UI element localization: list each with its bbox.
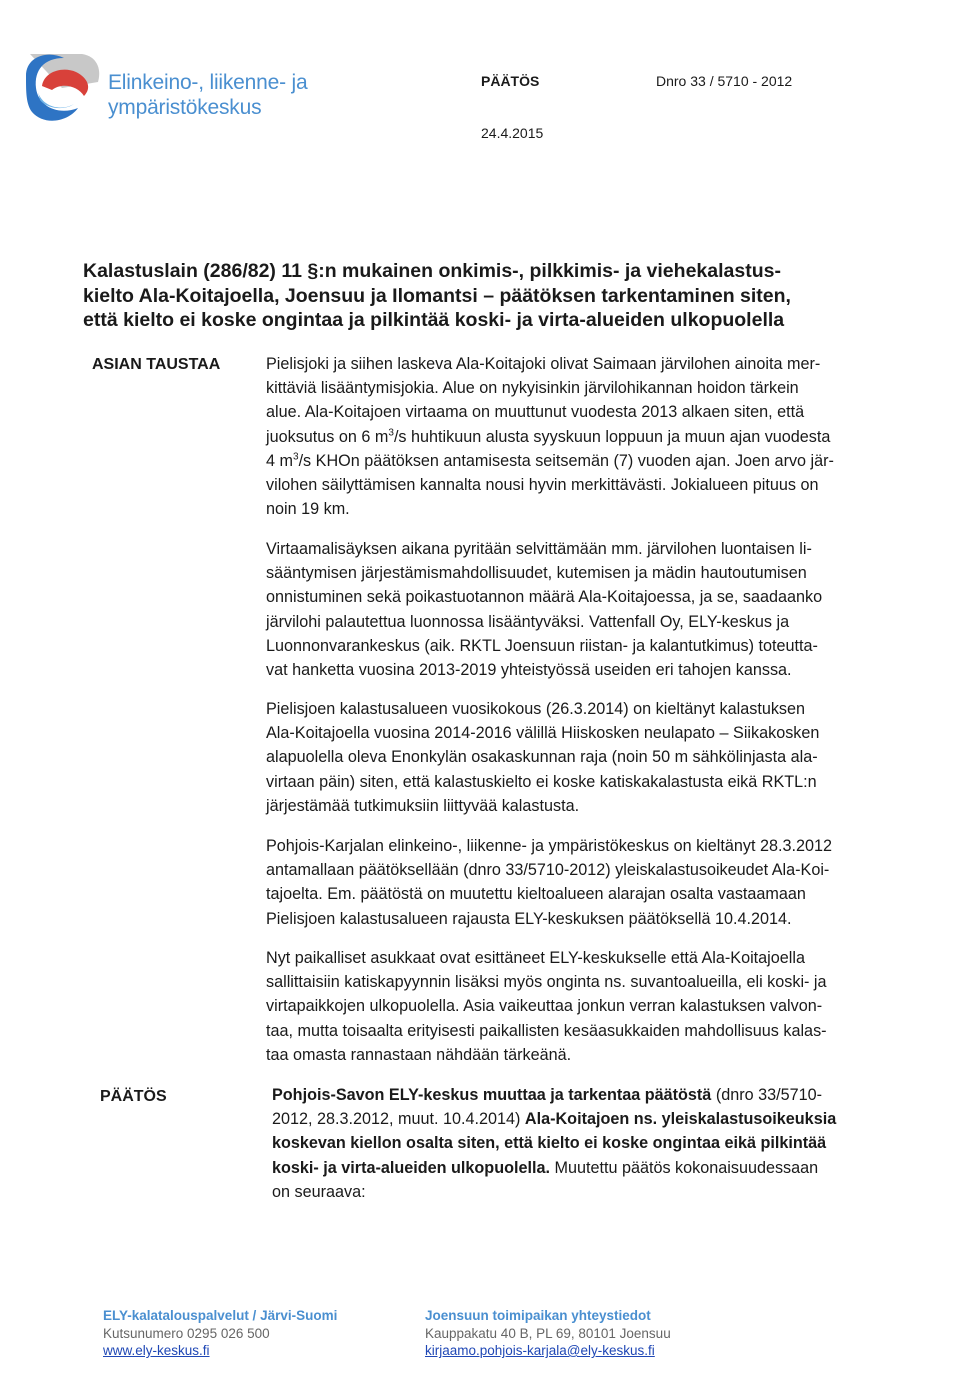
text-line: Luonnonvarankeskus (aik. RKTL Joensuun riistan- ja kalantutkimus) toteutta-	[266, 636, 818, 655]
superscript: 3	[388, 427, 394, 439]
text-line: Pielisjoen kalastusalueen rajausta ELY-keskuksen päätöksellä 10.4.2014.	[266, 909, 792, 928]
text-line: sallittaisiin katiskapyynnin lisäksi myös onginta ns. suvantoalueilla, eli koski- ja	[266, 973, 827, 992]
text-line: järjestämää tutkimuksiin liittyvää kalastusta.	[266, 796, 580, 815]
organization-name-line1: Elinkeino-, liikenne- ja	[108, 71, 308, 94]
superscript: 3	[293, 451, 299, 463]
text-segment: 4 m	[266, 451, 293, 470]
section-label-decision: PÄÄTÖS	[100, 1088, 167, 1105]
text-line: Nyt paikalliset asukkaat ovat esittäneet ELY-keskukselle että Ala-Koitajoella	[266, 949, 805, 967]
text-segment: /s KHOn päätöksen antamisesta seitsemän (7) vuoden ajan. Joen arvo jär-	[298, 451, 834, 470]
text-line: antamallaan päätöksellään (dnro 33/5710-2012) yleiskalastusoikeudet Ala-Koi-	[266, 861, 830, 880]
text-line: tajoelta. Em. päätöstä on muutettu kieltoalueen alarajan osalta vastaamaan	[266, 885, 806, 904]
text-line: virtaan päin) siten, että kalastuskielto ei koske katiskakalastusta eikä RKTL:n	[266, 772, 817, 791]
bold-text: Pohjois-Savon ELY-keskus muuttaa ja tarkentaa päätöstä	[272, 1086, 712, 1104]
footer-phone: Kutsunumero 0295 026 500	[103, 1325, 270, 1341]
background-paragraph-5	[266, 946, 906, 1067]
decision-paragraph	[272, 1083, 912, 1204]
text-line: Virtaamalisäyksen aikana pyritään selvittämään mm. järvilohen luontaisen li-	[266, 540, 812, 558]
text-line: alue. Ala-Koitajoen virtaama on muuttunut vuodesta 2013 alkaen siten, että	[266, 403, 805, 422]
title-line: että kielto ei koske ongintaa ja pilkintää koski- ja virta-alueiden ulkopuolella	[83, 309, 785, 331]
document-type: PÄÄTÖS	[481, 73, 540, 89]
text-line: sääntymisen järjestämismahdollisuudet, kutemisen ja mädin hautoutumisen	[266, 564, 807, 583]
title-line: kielto Ala-Koitajoella, Joensuu ja Ilomantsi – päätöksen tarkentaminen siten,	[83, 284, 791, 307]
text-line	[266, 425, 906, 449]
text-line	[272, 1156, 912, 1180]
background-paragraph-4	[266, 834, 906, 931]
text-line	[266, 449, 906, 473]
text-line: Pohjois-Karjalan elinkeino-, liikenne- ja ympäristökeskus on kieltänyt 28.3.2012	[266, 837, 832, 855]
text-line: on seuraava:	[272, 1182, 366, 1201]
text-line	[272, 1131, 912, 1155]
bold-text: Ala-Koitajoen ns. yleiskalastusoikeuksia	[524, 1110, 837, 1129]
text-line: virtapaikkojen ulkopuolella. Asia vaikeuttaa jonkun verran kalastuksen valvon-	[266, 997, 823, 1016]
website-link[interactable]: www.ely-keskus.fi	[103, 1343, 210, 1358]
text-line: vat hanketta vuosina 2013-2019 yhteistyössä useiden eri tahojen kanssa.	[266, 661, 792, 680]
footer-left	[103, 1307, 337, 1360]
text-line: taa omasta rannastaan nähdään tärkeänä.	[266, 1045, 572, 1064]
bold-text: koski- ja virta-alueiden ulkopuolella.	[272, 1158, 550, 1177]
organization-name	[108, 70, 307, 120]
text-line: vilohen säilyttämisen kannalta nousi hyvin merkittävästi. Jokialueen pituus on	[266, 476, 819, 495]
text-segment: Muutettu päätös kokonaisuudessaan	[549, 1158, 819, 1177]
text-segment: /s huhtikuun alusta syyskuun loppuun ja muun ajan vuodesta	[393, 427, 831, 446]
email-link[interactable]: kirjaamo.pohjois-karjala@ely-keskus.fi	[425, 1343, 655, 1358]
organization-name-line2: ympäristökeskus	[108, 96, 262, 119]
text-line: Pielisjoki ja siihen laskeva Ala-Koitajoki olivat Saimaan järvilohen ainoita mer-	[266, 355, 821, 373]
text-line: kittäviä lisääntymisjokia. Alue on nykyisinkin järvilohikannan hoidon tärkein	[266, 379, 799, 398]
footer-left-heading: ELY-kalatalouspalvelut / Järvi-Suomi	[103, 1308, 338, 1323]
footer-address: Kauppakatu 40 B, PL 69, 80101 Joensuu	[425, 1325, 671, 1341]
bold-text: koskevan kiellon osalta siten, että kielto ei koske ongintaa eikä pilkintää	[272, 1134, 827, 1153]
text-line: Pielisjoen kalastusalueen vuosikokous (26.3.2014) on kieltänyt kalastuksen	[266, 700, 806, 718]
document-date: 24.4.2015	[481, 125, 544, 141]
document-number: Dnro 33 / 5710 - 2012	[656, 73, 793, 89]
text-line: taa, mutta toisaalta erityisesti paikallisten kesäasukkaiden mahdollisuus kalas-	[266, 1021, 827, 1040]
text-line: järvilohi palautettua luonnossa lisääntyväksi. Vattenfall Oy, ELY-keskus ja	[266, 612, 790, 631]
section-label-background: ASIAN TAUSTAA	[92, 356, 221, 373]
text-line: noin 19 km.	[266, 500, 350, 519]
background-paragraph-3	[266, 697, 906, 818]
footer-right-heading: Joensuun toimipaikan yhteystiedot	[425, 1308, 651, 1323]
text-segment: juoksutus on 6 m	[266, 427, 389, 446]
document-title	[83, 259, 903, 333]
text-line: alapuolella oleva Enonkylän osakaskunnan raja (noin 50 m sähkölinjasta ala-	[266, 748, 818, 767]
text-line: Ala-Koitajoella vuosina 2014-2016 välillä Hiiskosken neulapato – Siikakosken	[266, 724, 820, 743]
text-segment: 2012, 28.3.2012, muut. 10.4.2014)	[272, 1110, 525, 1129]
text-line: onnistuminen sekä poikastuotannon määrä Ala-Koitajoessa, ja se, saadaanko	[266, 588, 823, 607]
text-line	[272, 1083, 912, 1107]
text-segment: (dnro 33/5710-	[711, 1086, 823, 1104]
footer-right	[425, 1307, 671, 1360]
background-paragraph-2	[266, 537, 906, 682]
ely-logo	[22, 48, 102, 130]
background-paragraph-1	[266, 352, 906, 521]
title-line: Kalastuslain (286/82) 11 §:n mukainen onkimis-, pilkkimis- ja viehekalastus-	[83, 260, 781, 282]
text-line	[272, 1107, 912, 1131]
